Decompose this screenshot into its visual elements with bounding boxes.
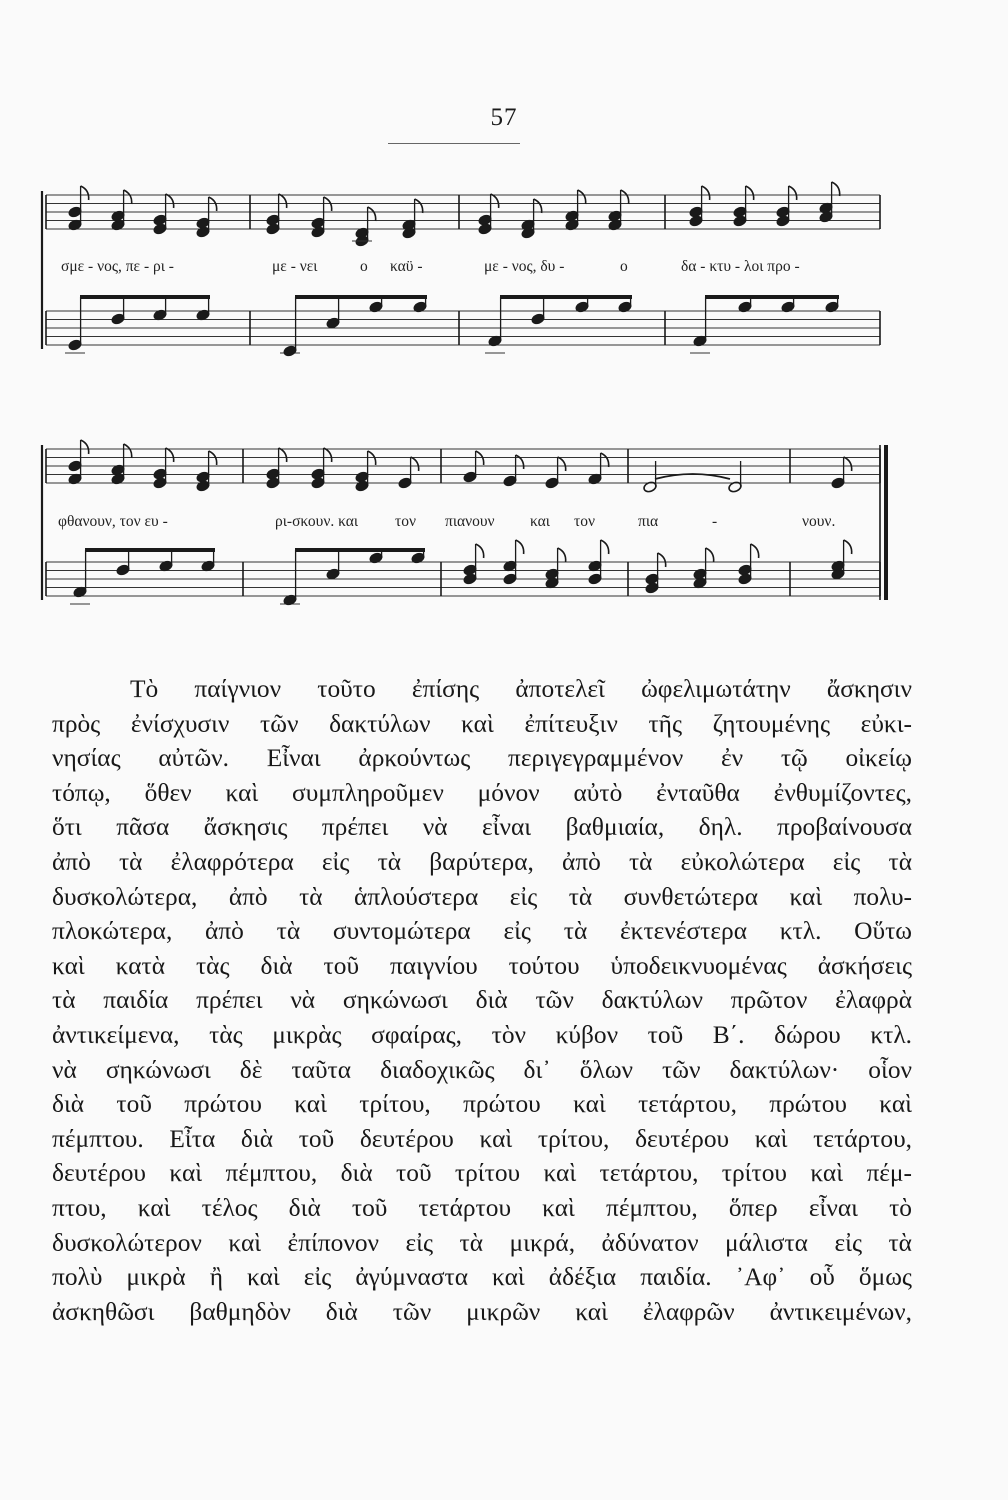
note-flag bbox=[124, 190, 132, 204]
note-flag bbox=[415, 199, 423, 213]
text-line: πρὸς ἐνίσχυσιν τῶν δακτύλων καὶ ἐπίτευξιν τῆς ζητουμένης εὐκι- bbox=[52, 709, 912, 738]
note-flag bbox=[491, 194, 499, 208]
lyric-syllable: ο bbox=[620, 258, 628, 275]
note-flag bbox=[558, 548, 566, 562]
lyric-syllable: ο bbox=[360, 258, 368, 275]
text-line: δυσκολώτερον καὶ ἐπίπονον εἰς τὰ μικρά, ἀδύνατον μάλιστα εἰς τὰ bbox=[52, 1228, 912, 1257]
note-flag bbox=[751, 544, 759, 558]
note-beam bbox=[500, 295, 632, 299]
lyric-syllable: με - νει bbox=[272, 258, 318, 275]
lyric-syllable: τον bbox=[395, 513, 416, 530]
note-flag bbox=[368, 207, 376, 221]
note-flag bbox=[411, 457, 419, 471]
text-line: καὶ κατὰ τὰς διὰ τοῦ παιγνίου τούτου ὑποδεικνυομένας ἀσκήσεις bbox=[52, 951, 912, 980]
note-flag bbox=[789, 186, 797, 200]
text-line: τὰ παιδία πρέπει νὰ σηκώνωσι διὰ τῶν δακτύλων πρῶτον ἐλαφρὰ bbox=[52, 986, 912, 1015]
note-flag bbox=[844, 457, 852, 471]
lyric-syllable: σμε - νος, πε - ρι - bbox=[61, 258, 174, 275]
text-line: πτου, καὶ τέλος διὰ τοῦ τετάρτου καὶ πέμπτου, ὅπερ εἶναι τὸ bbox=[52, 1193, 912, 1222]
note-flag bbox=[621, 190, 629, 204]
note-flag bbox=[81, 186, 89, 200]
text-line: ἀπὸ τὰ ἐλαφρότερα εἰς τὰ βαρύτερα, ἀπὸ τὰ εὐκολώτερα εἰς τὰ bbox=[52, 847, 912, 876]
lyric-syllable: φθανουν, τον ευ - bbox=[58, 513, 168, 530]
note-beam bbox=[295, 548, 425, 552]
note-flag bbox=[166, 194, 174, 208]
note-flag bbox=[558, 457, 566, 471]
lyric-syllable: - bbox=[712, 513, 718, 530]
text-line: διὰ τοῦ πρώτου καὶ τρίτου, πρώτου καὶ τετάρτου, πρώτου καὶ bbox=[52, 1090, 912, 1119]
lyric-syllable: νουν. bbox=[802, 513, 836, 530]
note-flag bbox=[124, 444, 132, 458]
note-flag bbox=[601, 453, 609, 467]
text-line: νησίας αὐτῶν. Εἶναι ἀρκούντως περιγεγραμμένον ἐν τῷ οἰκείῳ bbox=[52, 744, 912, 773]
note-beam bbox=[85, 548, 215, 552]
note-flag bbox=[81, 440, 89, 454]
note-flag bbox=[706, 548, 714, 562]
lyric-syllable: τον bbox=[574, 513, 595, 530]
note-flag bbox=[601, 540, 609, 554]
note-flag bbox=[476, 544, 484, 558]
text-line: πέμπτου. Εἶτα διὰ τοῦ δευτέρου καὶ τρίτου, δευτέρου καὶ τετάρτου, bbox=[52, 1124, 912, 1153]
note-beam bbox=[295, 295, 427, 299]
lyric-syllable: και bbox=[530, 513, 550, 530]
text-line: ἀσκηθῶσι βαθμηδὸν διὰ τῶν μικρῶν καὶ ἐλαφρῶν ἀντικειμένων, bbox=[52, 1297, 912, 1326]
note-flag bbox=[279, 448, 287, 462]
lyric-syllable: ρι-σκουν. και bbox=[275, 513, 359, 530]
body-text bbox=[52, 672, 912, 1329]
note-flag bbox=[166, 448, 174, 462]
note-flag bbox=[324, 448, 332, 462]
note-flag bbox=[578, 190, 586, 204]
text-line: πλοκώτερα, ἀπὸ τὰ συντομώτερα εἰς τὰ ἐκτενέστερα κτλ. Οὕτω bbox=[52, 917, 912, 946]
text-line: δυσκολώτερα, ἀπὸ τὰ ἁπλούστερα εἰς τὰ συνθετώτερα καὶ πολυ- bbox=[52, 882, 912, 911]
note-beam bbox=[705, 295, 839, 299]
note-flag bbox=[516, 540, 524, 554]
note-flag bbox=[746, 186, 754, 200]
lyric-syllable: με - νος, δυ - bbox=[484, 258, 565, 275]
note-flag bbox=[702, 186, 710, 200]
text-line: Τὸ παίγνιον τοῦτο ἐπίσης ἀποτελεῖ ὠφελιμωτάτην ἄσκησιν bbox=[130, 675, 912, 703]
text-line: πολὺ μικρὰ ἢ καὶ εἰς ἀγύμναστα καὶ ἀδέξια παιδία. ᾿Αφ᾽ οὗ ὅμως bbox=[52, 1263, 912, 1292]
note-flag bbox=[534, 199, 542, 213]
note-beam bbox=[80, 295, 210, 299]
text-line: ἀντικείμενα, τὰς μικρὰς σφαίρας, τὸν κύβον τοῦ Β΄. δώρου κτλ. bbox=[52, 1020, 912, 1049]
lyric-syllable: καϋ - bbox=[390, 258, 423, 275]
text-line: νὰ σηκώνωσι δὲ ταῦτα διαδοχικῶς δι᾽ ὅλων τῶν δακτύλων· οἷον bbox=[52, 1055, 912, 1084]
note-flag bbox=[279, 194, 287, 208]
lyric-syllable: πιανουν bbox=[445, 513, 495, 530]
music-score bbox=[0, 0, 1008, 640]
lyric-syllable: πια bbox=[638, 513, 659, 530]
note-flag bbox=[658, 553, 666, 567]
text-line: δευτέρου καὶ πέμπτου, διὰ τοῦ τρίτου καὶ τετάρτου, τρίτου καὶ πέμ- bbox=[52, 1159, 912, 1188]
page-number: 57 bbox=[490, 104, 518, 131]
note-flag bbox=[844, 540, 852, 554]
lyric-syllable: δα - κτυ - λοι προ - bbox=[681, 258, 800, 275]
text-line: ὅτι πᾶσα ἄσκησις πρέπει νὰ εἶναι βαθμιαία, δηλ. προβαίνουσα bbox=[52, 813, 912, 842]
text-line: τόπῳ, ὅθεν καὶ συμπληροῦμεν μόνον αὐτὸ ἐνταῦθα ἐνθυμίζοντες, bbox=[52, 778, 912, 807]
note-flag bbox=[832, 182, 840, 196]
